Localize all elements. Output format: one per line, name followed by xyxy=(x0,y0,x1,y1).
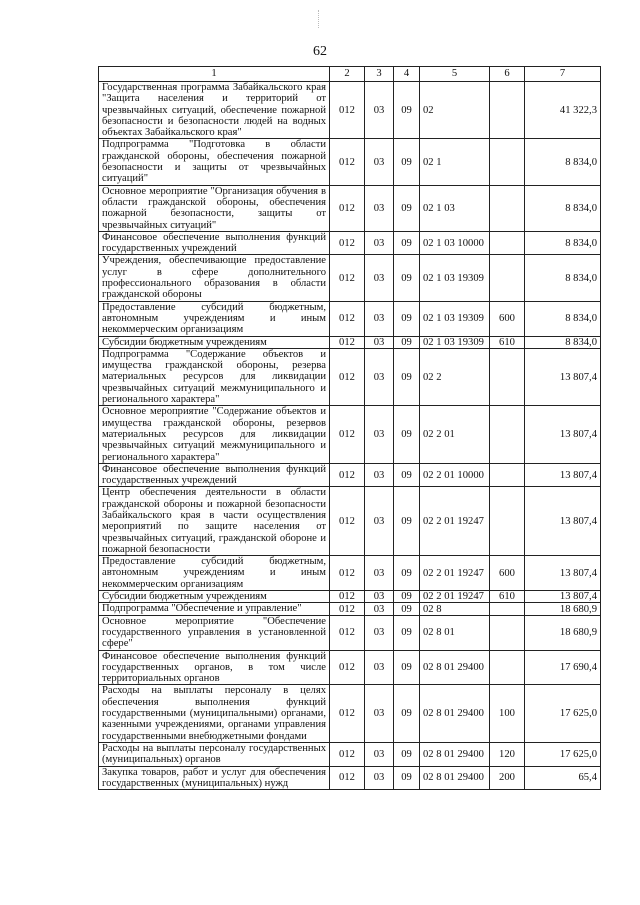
budget-table xyxy=(98,66,601,790)
row-grbs-cell: 012 xyxy=(330,406,365,463)
row-grbs-cell: 012 xyxy=(330,591,365,603)
row-grbs-cell: 012 xyxy=(330,603,365,615)
row-section-cell: 03 xyxy=(365,650,394,685)
row-amount-cell: 18 680,9 xyxy=(525,615,601,650)
row-section-cell: 03 xyxy=(365,487,394,556)
row-target-article-cell: 02 2 xyxy=(420,348,490,405)
row-section-cell: 03 xyxy=(365,348,394,405)
header-cell: 2 xyxy=(330,67,365,82)
row-section-cell: 03 xyxy=(365,742,394,766)
row-expense-type-cell: 120 xyxy=(490,742,525,766)
row-grbs-cell: 012 xyxy=(330,185,365,231)
row-amount-cell: 8 834,0 xyxy=(525,336,601,348)
row-subsection-cell: 09 xyxy=(394,603,420,615)
row-subsection-cell: 09 xyxy=(394,487,420,556)
row-grbs-cell: 012 xyxy=(330,766,365,790)
row-target-article-cell: 02 1 03 19309 xyxy=(420,301,490,336)
row-expense-type-cell xyxy=(490,139,525,185)
row-expense-type-cell xyxy=(490,185,525,231)
table-row xyxy=(99,615,601,650)
row-name-cell: Основное мероприятие "Организация обучения в области гражданской обороны, обеспечения пожарной безопасности, защиты от чрезвычайных ситуаций" xyxy=(99,185,330,231)
row-name-cell: Центр обеспечения деятельности в области гражданской обороны и пожарной безопасности Забайкальского края в части осуществления мероприятий по защите населения от чрезвычайных ситуаций, гражданской обороне и пожарной безопасности xyxy=(99,487,330,556)
header-cell: 4 xyxy=(394,67,420,82)
row-section-cell: 03 xyxy=(365,336,394,348)
table-row xyxy=(99,591,601,603)
row-subsection-cell: 09 xyxy=(394,406,420,463)
row-subsection-cell: 09 xyxy=(394,685,420,742)
row-subsection-cell: 09 xyxy=(394,742,420,766)
row-name-cell: Подпрограмма "Содержание объектов и имущества гражданской обороны, резерва материальных ресурсов для ликвидации чрезвычайных ситуаций межмуниципального и регионального характера" xyxy=(99,348,330,405)
row-amount-cell: 13 807,4 xyxy=(525,406,601,463)
row-grbs-cell: 012 xyxy=(330,615,365,650)
row-amount-cell: 13 807,4 xyxy=(525,348,601,405)
table-row xyxy=(99,603,601,615)
table-row xyxy=(99,82,601,139)
row-name-cell: Субсидии бюджетным учреждениям xyxy=(99,336,330,348)
row-amount-cell: 8 834,0 xyxy=(525,231,601,255)
row-grbs-cell: 012 xyxy=(330,348,365,405)
row-amount-cell: 13 807,4 xyxy=(525,463,601,487)
table-body xyxy=(99,82,601,790)
row-amount-cell: 17 690,4 xyxy=(525,650,601,685)
table-row xyxy=(99,348,601,405)
row-amount-cell: 13 807,4 xyxy=(525,591,601,603)
row-target-article-cell: 02 1 03 19309 xyxy=(420,255,490,301)
table-row xyxy=(99,685,601,742)
row-amount-cell: 65,4 xyxy=(525,766,601,790)
table-row xyxy=(99,336,601,348)
row-name-cell: Основное мероприятие "Содержание объектов и имущества гражданской обороны, резервов материальных ресурсов для ликвидации чрезвычайных ситуаций межмуниципального и регионального характера" xyxy=(99,406,330,463)
row-target-article-cell: 02 xyxy=(420,82,490,139)
row-grbs-cell: 012 xyxy=(330,685,365,742)
row-subsection-cell: 09 xyxy=(394,766,420,790)
row-expense-type-cell xyxy=(490,406,525,463)
table-row xyxy=(99,556,601,591)
header-cell: 6 xyxy=(490,67,525,82)
row-grbs-cell: 012 xyxy=(330,556,365,591)
row-target-article-cell: 02 1 03 10000 xyxy=(420,231,490,255)
row-grbs-cell: 012 xyxy=(330,139,365,185)
row-section-cell: 03 xyxy=(365,556,394,591)
row-target-article-cell: 02 2 01 19247 xyxy=(420,556,490,591)
row-grbs-cell: 012 xyxy=(330,650,365,685)
table-header-row xyxy=(99,67,601,82)
row-name-cell: Предоставление субсидий бюджетным, автономным учреждениям и иным некоммерческим организациям xyxy=(99,556,330,591)
table-row xyxy=(99,406,601,463)
row-grbs-cell: 012 xyxy=(330,463,365,487)
table-row xyxy=(99,742,601,766)
row-amount-cell: 13 807,4 xyxy=(525,556,601,591)
row-amount-cell: 8 834,0 xyxy=(525,139,601,185)
table-row xyxy=(99,487,601,556)
row-expense-type-cell xyxy=(490,463,525,487)
row-expense-type-cell xyxy=(490,650,525,685)
row-section-cell: 03 xyxy=(365,603,394,615)
row-section-cell: 03 xyxy=(365,255,394,301)
row-expense-type-cell: 610 xyxy=(490,336,525,348)
table-row xyxy=(99,185,601,231)
table-row xyxy=(99,650,601,685)
row-name-cell: Финансовое обеспечение выполнения функций государственных учреждений xyxy=(99,463,330,487)
row-section-cell: 03 xyxy=(365,406,394,463)
row-subsection-cell: 09 xyxy=(394,348,420,405)
row-subsection-cell: 09 xyxy=(394,556,420,591)
row-amount-cell: 8 834,0 xyxy=(525,301,601,336)
row-name-cell: Финансовое обеспечение выполнения функций государственных учреждений xyxy=(99,231,330,255)
row-grbs-cell: 012 xyxy=(330,255,365,301)
row-grbs-cell: 012 xyxy=(330,301,365,336)
row-expense-type-cell xyxy=(490,487,525,556)
row-name-cell: Учреждения, обеспечивающие предоставление услуг в сфере дополнительного профессионального образования в области гражданской обороны xyxy=(99,255,330,301)
row-grbs-cell: 012 xyxy=(330,231,365,255)
row-name-cell: Расходы на выплаты персоналу государственных (муниципальных) органов xyxy=(99,742,330,766)
row-expense-type-cell: 200 xyxy=(490,766,525,790)
header-cell: 7 xyxy=(525,67,601,82)
table-row xyxy=(99,301,601,336)
row-target-article-cell: 02 2 01 10000 xyxy=(420,463,490,487)
table-row xyxy=(99,766,601,790)
row-name-cell: Государственная программа Забайкальского края "Защита населения и территорий от чрезвычайных ситуаций, обеспечение пожарной безопасности и безопасности людей на водных объектах Забайкальского края" xyxy=(99,82,330,139)
page-number: 62 xyxy=(313,44,327,59)
row-target-article-cell: 02 2 01 19247 xyxy=(420,487,490,556)
row-section-cell: 03 xyxy=(365,185,394,231)
row-amount-cell: 18 680,9 xyxy=(525,603,601,615)
row-target-article-cell: 02 1 xyxy=(420,139,490,185)
row-expense-type-cell xyxy=(490,348,525,405)
row-section-cell: 03 xyxy=(365,231,394,255)
row-target-article-cell: 02 8 xyxy=(420,603,490,615)
row-target-article-cell: 02 8 01 xyxy=(420,615,490,650)
row-subsection-cell: 09 xyxy=(394,591,420,603)
row-section-cell: 03 xyxy=(365,301,394,336)
row-subsection-cell: 09 xyxy=(394,185,420,231)
row-expense-type-cell xyxy=(490,615,525,650)
header-cell: 5 xyxy=(420,67,490,82)
row-name-cell: Предоставление субсидий бюджетным, автономным учреждениям и иным некоммерческим организациям xyxy=(99,301,330,336)
header-cell: 3 xyxy=(365,67,394,82)
row-name-cell: Подпрограмма "Подготовка в области гражданской обороны, обеспечения пожарной безопасности и защиты от чрезвычайных ситуаций" xyxy=(99,139,330,185)
row-grbs-cell: 012 xyxy=(330,336,365,348)
row-target-article-cell: 02 1 03 19309 xyxy=(420,336,490,348)
table-row xyxy=(99,139,601,185)
row-subsection-cell: 09 xyxy=(394,650,420,685)
row-section-cell: 03 xyxy=(365,615,394,650)
row-expense-type-cell: 610 xyxy=(490,591,525,603)
row-expense-type-cell: 100 xyxy=(490,685,525,742)
row-amount-cell: 8 834,0 xyxy=(525,255,601,301)
row-name-cell: Основное мероприятие "Обеспечение государственного управления в установленной сфере" xyxy=(99,615,330,650)
row-name-cell: Закупка товаров, работ и услуг для обеспечения государственных (муниципальных) нужд xyxy=(99,766,330,790)
row-name-cell: Подпрограмма "Обеспечение и управление" xyxy=(99,603,330,615)
row-subsection-cell: 09 xyxy=(394,336,420,348)
row-target-article-cell: 02 8 01 29400 xyxy=(420,650,490,685)
row-section-cell: 03 xyxy=(365,139,394,185)
row-name-cell: Субсидии бюджетным учреждениям xyxy=(99,591,330,603)
row-amount-cell: 8 834,0 xyxy=(525,185,601,231)
row-section-cell: 03 xyxy=(365,463,394,487)
row-expense-type-cell xyxy=(490,603,525,615)
row-expense-type-cell xyxy=(490,255,525,301)
row-target-article-cell: 02 8 01 29400 xyxy=(420,685,490,742)
table-row xyxy=(99,463,601,487)
row-name-cell: Финансовое обеспечение выполнения функций государственных органов, в том числе территориальных органов xyxy=(99,650,330,685)
row-subsection-cell: 09 xyxy=(394,82,420,139)
row-target-article-cell: 02 2 01 xyxy=(420,406,490,463)
row-amount-cell: 17 625,0 xyxy=(525,742,601,766)
row-section-cell: 03 xyxy=(365,591,394,603)
row-expense-type-cell: 600 xyxy=(490,301,525,336)
row-target-article-cell: 02 2 01 19247 xyxy=(420,591,490,603)
row-subsection-cell: 09 xyxy=(394,255,420,301)
row-subsection-cell: 09 xyxy=(394,301,420,336)
row-grbs-cell: 012 xyxy=(330,82,365,139)
row-target-article-cell: 02 8 01 29400 xyxy=(420,742,490,766)
row-subsection-cell: 09 xyxy=(394,139,420,185)
row-subsection-cell: 09 xyxy=(394,231,420,255)
row-section-cell: 03 xyxy=(365,766,394,790)
row-expense-type-cell: 600 xyxy=(490,556,525,591)
row-target-article-cell: 02 1 03 xyxy=(420,185,490,231)
row-section-cell: 03 xyxy=(365,82,394,139)
row-subsection-cell: 09 xyxy=(394,463,420,487)
table-row xyxy=(99,231,601,255)
row-name-cell: Расходы на выплаты персоналу в целях обеспечения выполнения функций государственными (муниципальными) органами, казенными учреждениями, органами управления государственными внебюджетными фондами xyxy=(99,685,330,742)
table-row xyxy=(99,255,601,301)
row-grbs-cell: 012 xyxy=(330,742,365,766)
row-amount-cell: 17 625,0 xyxy=(525,685,601,742)
row-grbs-cell: 012 xyxy=(330,487,365,556)
row-amount-cell: 13 807,4 xyxy=(525,487,601,556)
scan-artifact-mark xyxy=(318,10,325,28)
row-amount-cell: 41 322,3 xyxy=(525,82,601,139)
row-section-cell: 03 xyxy=(365,685,394,742)
header-cell: 1 xyxy=(99,67,330,82)
row-expense-type-cell xyxy=(490,231,525,255)
row-expense-type-cell xyxy=(490,82,525,139)
row-target-article-cell: 02 8 01 29400 xyxy=(420,766,490,790)
row-subsection-cell: 09 xyxy=(394,615,420,650)
